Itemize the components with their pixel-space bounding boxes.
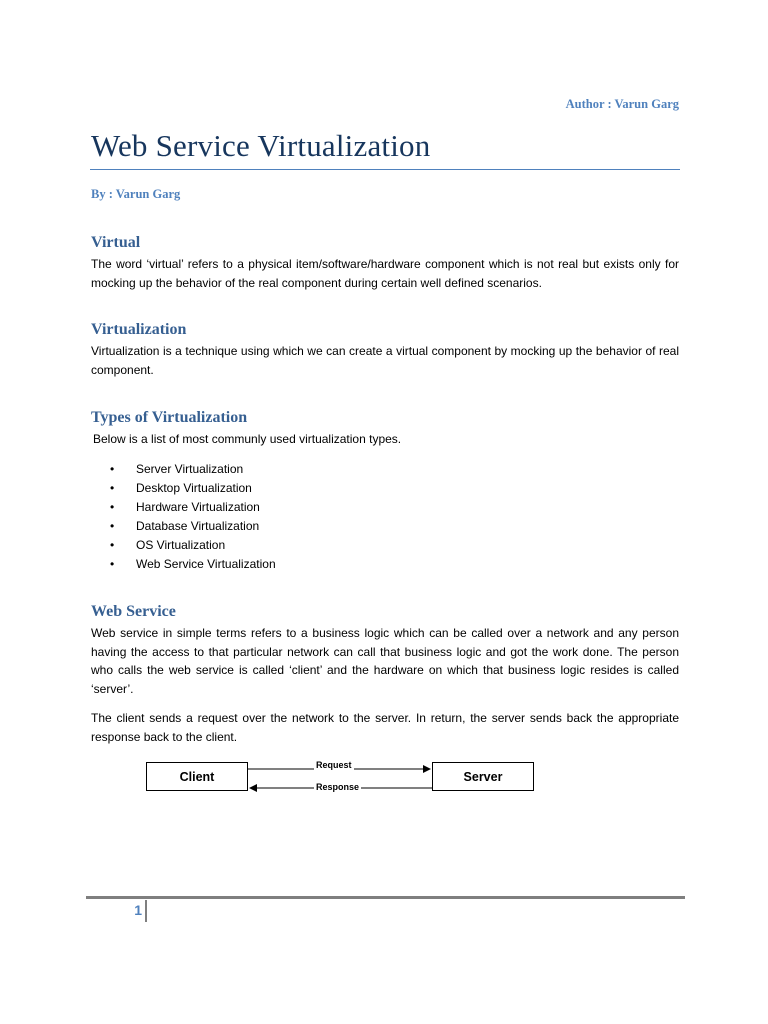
list-item: [110, 479, 276, 498]
list-item: [110, 555, 276, 574]
heading-virtual: Virtual: [91, 234, 141, 251]
server-box: Server: [432, 762, 534, 791]
page-number-divider: [145, 900, 147, 922]
paragraph-client-server: The client sends a request over the network to the server. In return, the server sends back the appropriate response back to the client.: [91, 711, 679, 744]
bullet-icon: •: [110, 462, 115, 476]
heading-web-service: Web Service: [91, 603, 176, 620]
paragraph-virtualization: Virtualization is a technique using which we can create a virtual component by mocking up the behavior of real component.: [91, 344, 679, 377]
virtualization-types-list: [110, 460, 276, 574]
bullet-icon: •: [110, 500, 115, 514]
list-item: [110, 517, 276, 536]
response-label: Response: [316, 782, 360, 792]
page-number: 1: [134, 902, 142, 918]
list-item-label: OS Virtualization: [136, 538, 226, 552]
paragraph-web-service: Web service in simple terms refers to a business logic which can be called over a network and any person having the access to that particular network can call that business logic and got the work done. The person who calls the web service is called ‘client’ and the hardware on which that business logic resides is called ‘server’.: [91, 626, 679, 696]
byline: By : Varun Garg: [91, 187, 181, 201]
list-item: [110, 460, 276, 479]
list-item: [110, 536, 276, 555]
list-item-label: Desktop Virtualization: [136, 481, 252, 495]
list-item-label: Database Virtualization: [136, 519, 260, 533]
list-item: [110, 498, 276, 517]
author-line: Author : Varun Garg: [565, 97, 679, 111]
heading-virtualization: Virtualization: [91, 321, 187, 338]
document-title: Web Service Virtualization: [91, 128, 431, 163]
client-box: Client: [146, 762, 248, 791]
heading-types-of-virtualization: Types of Virtualization: [91, 409, 248, 426]
bullet-icon: •: [110, 557, 115, 571]
client-server-diagram: [146, 760, 536, 796]
request-label: Request: [316, 760, 352, 770]
footer-rule: [86, 896, 685, 899]
bullet-icon: •: [110, 519, 115, 533]
paragraph-types-intro: Below is a list of most communly used virtualization types.: [93, 432, 402, 446]
bullet-icon: •: [110, 481, 115, 495]
list-item-label: Web Service Virtualization: [136, 557, 276, 571]
paragraph-virtual: The word ‘virtual’ refers to a physical item/software/hardware component which is not real but exists only for mocking up the behavior of the real component during certain well defined scenarios.: [91, 257, 679, 290]
list-item-label: Server Virtualization: [136, 462, 244, 476]
title-underline: [90, 169, 680, 170]
list-item-label: Hardware Virtualization: [136, 500, 260, 514]
bullet-icon: •: [110, 538, 115, 552]
